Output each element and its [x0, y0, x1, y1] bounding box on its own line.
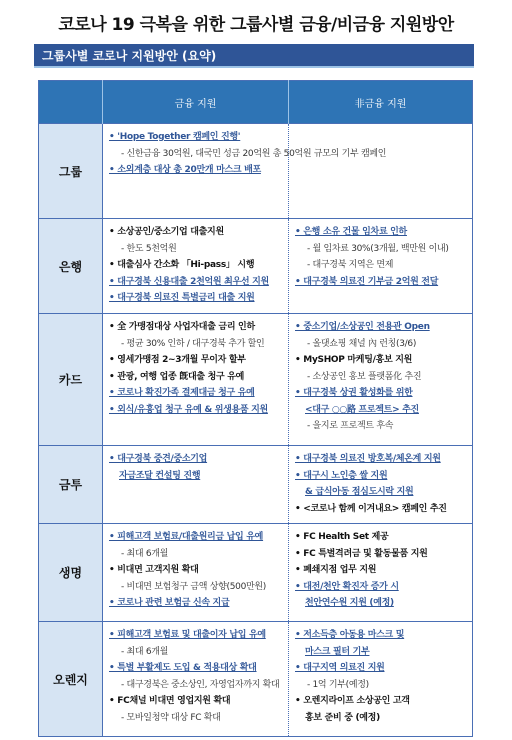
bullet-item: • 대구경북 의료진 기부금 2억원 전달 [295, 276, 439, 287]
financial-cell [103, 314, 289, 446]
detail-line: - 소상공인 홍보 플랫폼化 추진 [307, 371, 422, 382]
header-financial: 금융 지원 [103, 81, 289, 124]
bullet-item: • 대구경북 상권 활성화를 위한 [295, 388, 413, 398]
bullet-item: • 코로나 확진가족 결제대금 청구 유예 [109, 388, 255, 398]
table-row [39, 524, 473, 622]
bullet-item: • 대구경북 의료진 방호복/체온계 지원 [295, 454, 441, 464]
nonfinancial-cell [289, 314, 473, 446]
bullet-item: • 대구경북 중견/중소기업 [109, 454, 208, 464]
detail-line: - 한도 5천억원 [121, 243, 177, 254]
bullet-item: • 全 가맹점대상 사업자대출 금리 인하 [109, 322, 255, 332]
row-category: 카드 [39, 314, 103, 446]
row-category: 오렌지 [39, 622, 103, 737]
detail-line: - 최대 6개월 [121, 646, 169, 657]
financial-cell [103, 446, 289, 524]
detail-line: - 비대면 보험청구 금액 상향(500만원) [121, 581, 267, 592]
nonfinancial-cell [289, 622, 473, 737]
nonfinancial-cell [289, 219, 473, 314]
bullet-item: • 피해고객 보험료 및 대출이자 납입 유예 [109, 630, 266, 640]
detail-line: - 을지로 프로젝트 후속 [307, 421, 394, 431]
support-table [38, 80, 473, 737]
detail-line: - 대구경북 지역은 면제 [307, 260, 394, 270]
bullet-item: • 코로나 관련 보험금 신속 지급 [109, 598, 230, 608]
bullet-item: • 비대면 고객지원 확대 [109, 565, 199, 575]
bullet-item: & 급식아동 점심도시락 지원 [305, 487, 414, 497]
bullet-item: 자금조달 컨설팅 진행 [119, 470, 201, 481]
table-row [39, 622, 473, 737]
financial-cell [103, 622, 289, 737]
bullet-item: • 대구시 노인층 쌀 지원 [295, 470, 388, 481]
bullet-item: • 은행 소유 건물 임차료 인하 [295, 227, 407, 237]
bullet-item: • 소상공인/중소기업 대출지원 [109, 227, 224, 237]
section-banner [34, 44, 474, 68]
bullet-item: 마스크 필터 기부 [305, 646, 370, 657]
financial-cell [103, 219, 289, 314]
bullet-item: • 폐쇄지점 업무 지원 [295, 565, 377, 575]
bullet-item: • <코로나 함께 이겨내요> 캠페인 추진 [295, 503, 447, 514]
row-category: 은행 [39, 219, 103, 314]
bullet-item: • 저소득층 아동용 마스크 및 [295, 630, 405, 640]
bullet-item: • 소외계층 대상 총 20만개 마스크 배포 [109, 165, 261, 175]
detail-line: - 평균 30% 인하 / 대구경북 추가 할인 [121, 338, 265, 349]
row-category: 그룹 [39, 124, 103, 219]
bullet-item: • 중소기업/소상공인 전용관 Open [295, 322, 430, 332]
bullet-item: • 대전/천안 확진자 증가 시 [295, 581, 399, 592]
bullet-item: • 영세가맹점 2~3개월 무이자 할부 [109, 355, 246, 365]
financial-cell [103, 524, 289, 622]
row-category: 금투 [39, 446, 103, 524]
bullet-item: • 관광, 여행 업종 旣대출 청구 유예 [109, 371, 245, 382]
bullet-item: • FC 특별격려금 및 활동물품 지원 [295, 548, 428, 559]
page-title: 코로나 19 극복을 위한 그룹사별 금융/비금융 지원방안 [58, 15, 454, 35]
detail-line: - 월 임차료 30%(3개월, 백만원 이내) [307, 243, 449, 254]
bullet-item: • 대구경북 신용대출 2천억원 최우선 지원 [109, 276, 269, 287]
row-category: 생명 [39, 524, 103, 622]
bullet-item: • FC Health Set 제공 [295, 532, 389, 542]
table-row [39, 124, 473, 219]
detail-line: - 올댓쇼핑 채널 內 런칭(3/6) [307, 338, 417, 349]
detail-line: - 모바일청약 대상 FC 확대 [121, 712, 221, 723]
bullet-item: • 외식/유흥업 청구 유예 & 위생용품 지원 [109, 404, 268, 415]
nonfinancial-cell [289, 446, 473, 524]
table-body [39, 124, 473, 737]
table-row [39, 314, 473, 446]
bullet-item: 홍보 준비 중 (예정) [305, 712, 380, 723]
detail-line: - 1억 기부(예정) [307, 679, 369, 690]
financial-cell [103, 124, 387, 219]
section-banner-label: 그룹사별 코로나 지원방안 (요약) [42, 49, 217, 63]
bullet-item: • 대구지역 의료진 지원 [295, 663, 385, 673]
bullet-item: • 피해고객 보험료/대출원리금 납입 유예 [109, 532, 264, 542]
detail-line: - 최대 6개월 [121, 548, 169, 559]
bullet-item: <대구 ○○路 프로젝트> 추진 [305, 404, 419, 415]
table-row [39, 219, 473, 314]
bullet-item: • MySHOP 마케팅/홍보 지원 [295, 355, 412, 365]
bullet-item: • 대출심사 간소화 「Hi-pass」 시행 [109, 260, 255, 270]
nonfinancial-cell [289, 124, 473, 219]
bullet-item: • 오렌지라이프 소상공인 고객 [295, 696, 410, 706]
table-row [39, 446, 473, 524]
bullet-item: • 'Hope Together 캠페인 진행' [109, 132, 241, 142]
detail-line: - 대구경북은 중소상인, 자영업자까지 확대 [121, 679, 280, 690]
header-nonfinancial: 非금융 지원 [289, 81, 473, 124]
bullet-item: 천안연수원 지원 (예정) [305, 598, 394, 608]
bullet-item: • 특별 부활제도 도입 & 적용대상 확대 [109, 663, 257, 673]
table-header-row [39, 81, 473, 124]
detail-line: - 신한금융 30억원, 대국민 성금 20억원 총 50억원 규모의 기부 캠페인 [121, 148, 387, 159]
bullet-item: • 대구경북 의료진 특별금리 대출 지원 [109, 293, 255, 303]
header-corner [39, 81, 103, 124]
nonfinancial-cell [289, 524, 473, 622]
bullet-item: • FC채널 비대면 영업지원 확대 [109, 696, 231, 706]
